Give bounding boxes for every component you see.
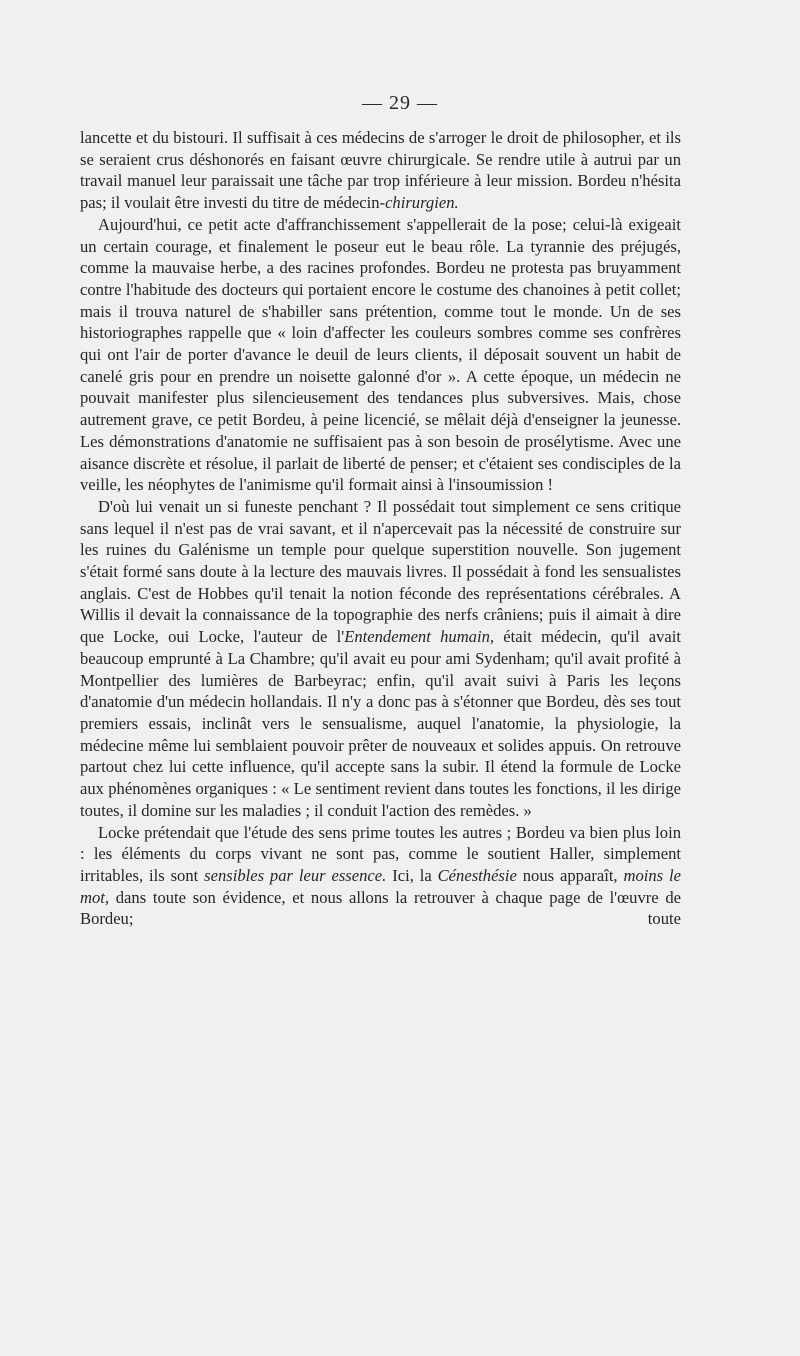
paragraph-2 — [80, 214, 681, 496]
paragraph-1 — [80, 127, 681, 214]
page-number: — 29 — — [362, 92, 438, 114]
body-text — [80, 127, 681, 930]
italic-run: moins le mot, — [80, 865, 681, 907]
text-run: était médecin, qu'il avait beaucoup emprunté à La Chambre; qu'il avait eu pour ami Sydenham; qu'il avait profité à Montpellier des lumières de Barbeyrac; enfin, qu'il avait suivi à Paris les leçons d'anatomie d'un médecin hollandais. Il n'y a donc pas à s'étonner que Bordeu, dès ses tout premiers essais, inclinât vers le sensualisme, auquel l'anatomie, la physiologie, la médecine même lui semblaient pouvoir prêter de nouveaux et solides appuis. On retrouve partout chez lui cette influence, qu'il accepte sans la subir. Il étend la formule de Locke aux phénomènes organiques : « Le sentiment revient dans toutes les fonctions, il les dirige toutes, il domine sur les maladies ; il conduit l'action des remèdes. » — [80, 627, 682, 820]
text-run: Locke prétendait que l'étude des sens prime toutes les autres ; Bordeu va bien plus loin : les éléments du corps vivant ne sont pas, comme le soutient Haller, simplement irritables, ils sont — [80, 822, 681, 885]
paragraph-3 — [80, 496, 681, 822]
italic-run: sensibles par leur essence. — [204, 865, 387, 885]
text-run: lancette et du bistouri. Il suffisait à ces médecins de s'arroger le droit de philosopher, et ils se seraient crus déshonorés en faisant œuvre chirurgicale. Se rendre utile à autrui par un travail manuel leur paraissait une tâche par trop inférieure à leur mission. Bordeu n'hésita pas; il voulait être investi du titre de médecin- — [80, 128, 681, 213]
text-run: Aujourd'hui, ce petit acte d'affranchissement s'appellerait de la pose; celui-là exigeait un certain courage, et finalement le poseur eut le beau rôle. La tyrannie des préjugés, comme la mauvaise herbe, a des racines profondes. Bordeu ne protesta pas bruyamment contre l'habitude des docteurs qui portaient encore le costume des chanoines à petit collet; mais il trouva naturel de s'habiller sans prétention, comme tout le monde. Un de ses historiographes rappelle que « loin d'affecter les couleurs sombres comme ses confrères qui ont l'air de porter d'avance le deuil de leurs clients, il déposait souvent un habit de canelé gris pour en prendre un noisette galonné d'or ». A cette époque, un médecin ne pouvait manifester plus silencieusement des tendances plus subversives. Mais, chose autrement grave, ce petit Bordeu, à peine licencié, se mêlait déjà d'enseigner la jeunesse. Les démonstrations d'anatomie ne suffisaient pas à son besoin de prosélytisme. Avec une aisance discrète et résolue, il parlait de liberté de penser; et c'étaient ses condisciples de la veille, les néophytes de l'animisme qu'il formait ainsi à l'insoumission ! — [80, 214, 681, 495]
text-run: dans toute son évidence, et nous allons la retrouver à chaque page de l'œuvre de Bordeu; toute — [80, 887, 681, 929]
italic-run: Entendement humain, — [344, 627, 495, 647]
italic-run: Cénesthésie — [437, 865, 517, 885]
text-run: D'où lui venait un si funeste penchant ? Il possédait tout simplement ce sens critique sans lequel il n'est pas de vrai savant, et il n'apercevait pas la nécessité de construire sur les ruines du Galénisme un temple pour quelque superstition nouvelle. Son jugement s'était formé sans doute à la lecture des mauvais livres. Il possédait à fond les sensualistes anglais. C'est de Hobbes qu'il tenait la notion féconde des représentations cérébrales. A Willis il devait la connaissance de la topographie des nerfs crâniens; puis il aimait à dire que Locke, oui Locke, l'auteur de l' — [80, 496, 681, 647]
text-run: nous apparaît, — [516, 865, 624, 885]
text-run: Ici, la — [386, 865, 438, 885]
paragraph-4 — [80, 822, 681, 931]
italic-run: chirurgien. — [385, 193, 459, 213]
